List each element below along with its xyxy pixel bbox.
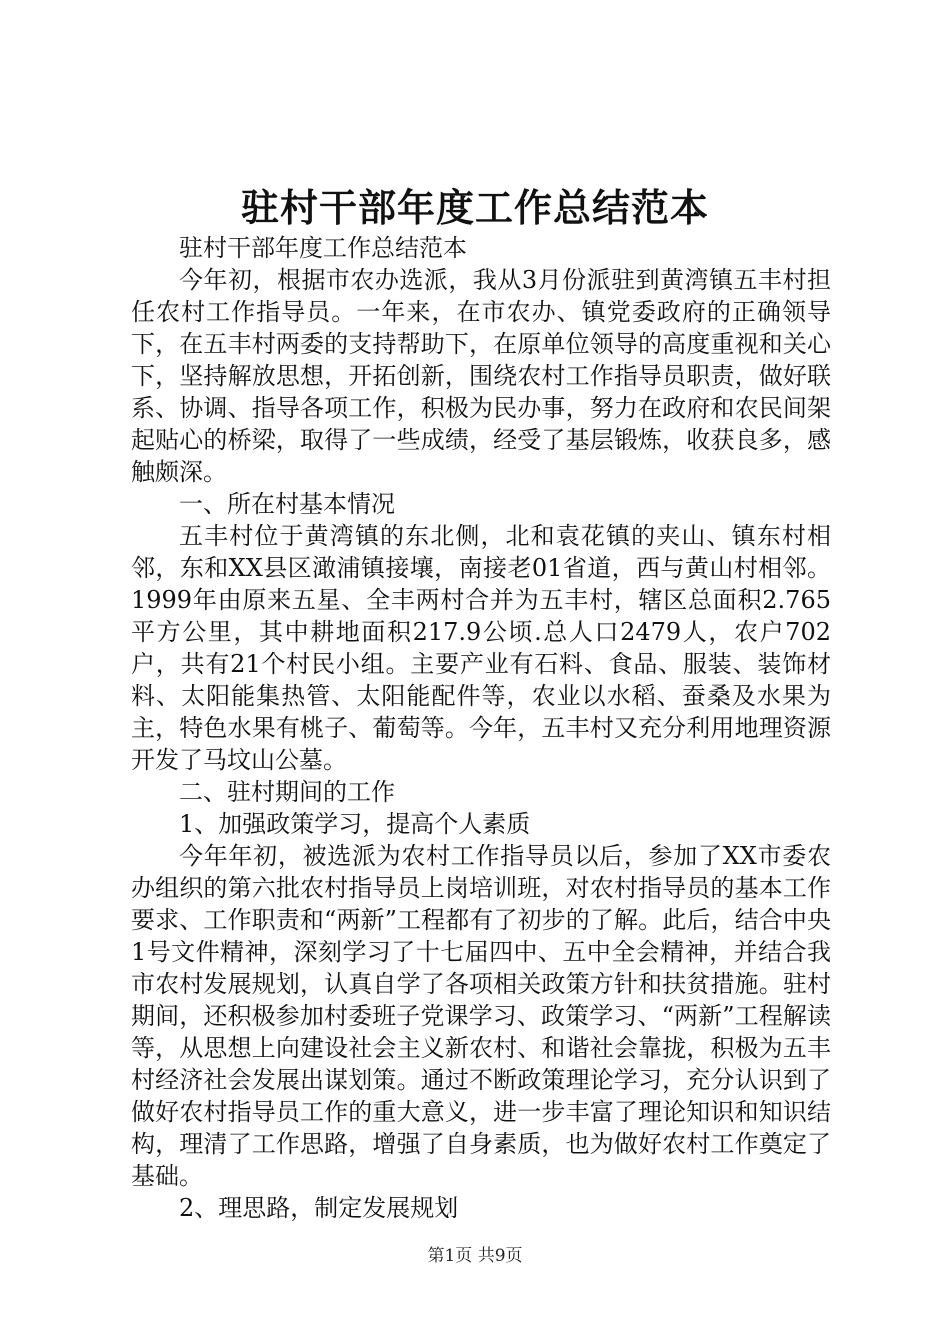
document-title: 驻村干部年度工作总结范本 [240,185,709,230]
section-heading-2: 二、驻村期间的工作 [179,778,395,806]
policy-study-paragraph: 今年年初，被选派为农村工作指导员以后，参加了XX市委农办组织的第六批农村指导员上岗培训班，对农村指导员的基本工作要求、工作职责和“两新”工程都有了初步的了解。此后，结合中央1号文件精神，深刻学习了十七届四中、五中全会精神，并结合我市农村发展规划，认真自学了各项相关政策方针和扶贫措施。驻村期间，还积极参加村委班子党课学习、政策学习、“两新”工程解读等，从思想上向建设社会主义新农村、和谐社会靠拢，积极为五丰村经济社会发展出谋划策。通过不断政策理论学习，充分认识到了做好农村指导员工作的重大意义，进一步丰富了理论知识和知识结构，理清了工作思路，增强了自身素质，也为做好农村工作奠定了基础。 [131,842,831,1190]
village-info-paragraph: 五丰村位于黄湾镇的东北侧，北和袁花镇的夹山、镇东村相邻，东和XX县区澉浦镇接壤，南接老01省道，西与黄山村相邻。1999年由原来五星、全丰两村合并为五丰村，辖区总面积2.765平方公里，其中耕地面积217.9公顷.总人口2479人，农户702户，共有21个村民小组。主要产业有石料、食品、服装、装饰材料、太阳能集热管、太阳能配件等，农业以水稻、蚕桑及水果为主，特色水果有桃子、葡萄等。今年，五丰村又充分利用地理资源开发了马坟山公墓。 [131,522,831,774]
intro-paragraph: 今年初，根据市农办选派，我从3月份派驻到黄湾镇五丰村担任农村工作指导员。一年来，在市农办、镇党委政府的正确领导下，在五丰村两委的支持帮助下，在原单位领导的高度重视和关心下，坚持解放思想，开拓创新，围绕农村工作指导员职责，做好联系、协调、指导各项工作，积极为民办事，努力在政府和农民间架起贴心的桥梁，取得了一些成绩，经受了基层锻炼，收获良多，感触颇深。 [131,266,831,486]
section-heading-1: 一、所在村基本情况 [179,490,395,518]
subsection-heading-1: 1、加强政策学习，提高个人素质 [179,810,531,838]
subsection-heading-2: 2、理思路，制定发展规划 [179,1194,459,1222]
page-number-footer: 第1页 共9页 [427,1246,523,1266]
body-subtitle: 驻村干部年度工作总结范本 [179,234,467,262]
document-body [131,232,831,1224]
